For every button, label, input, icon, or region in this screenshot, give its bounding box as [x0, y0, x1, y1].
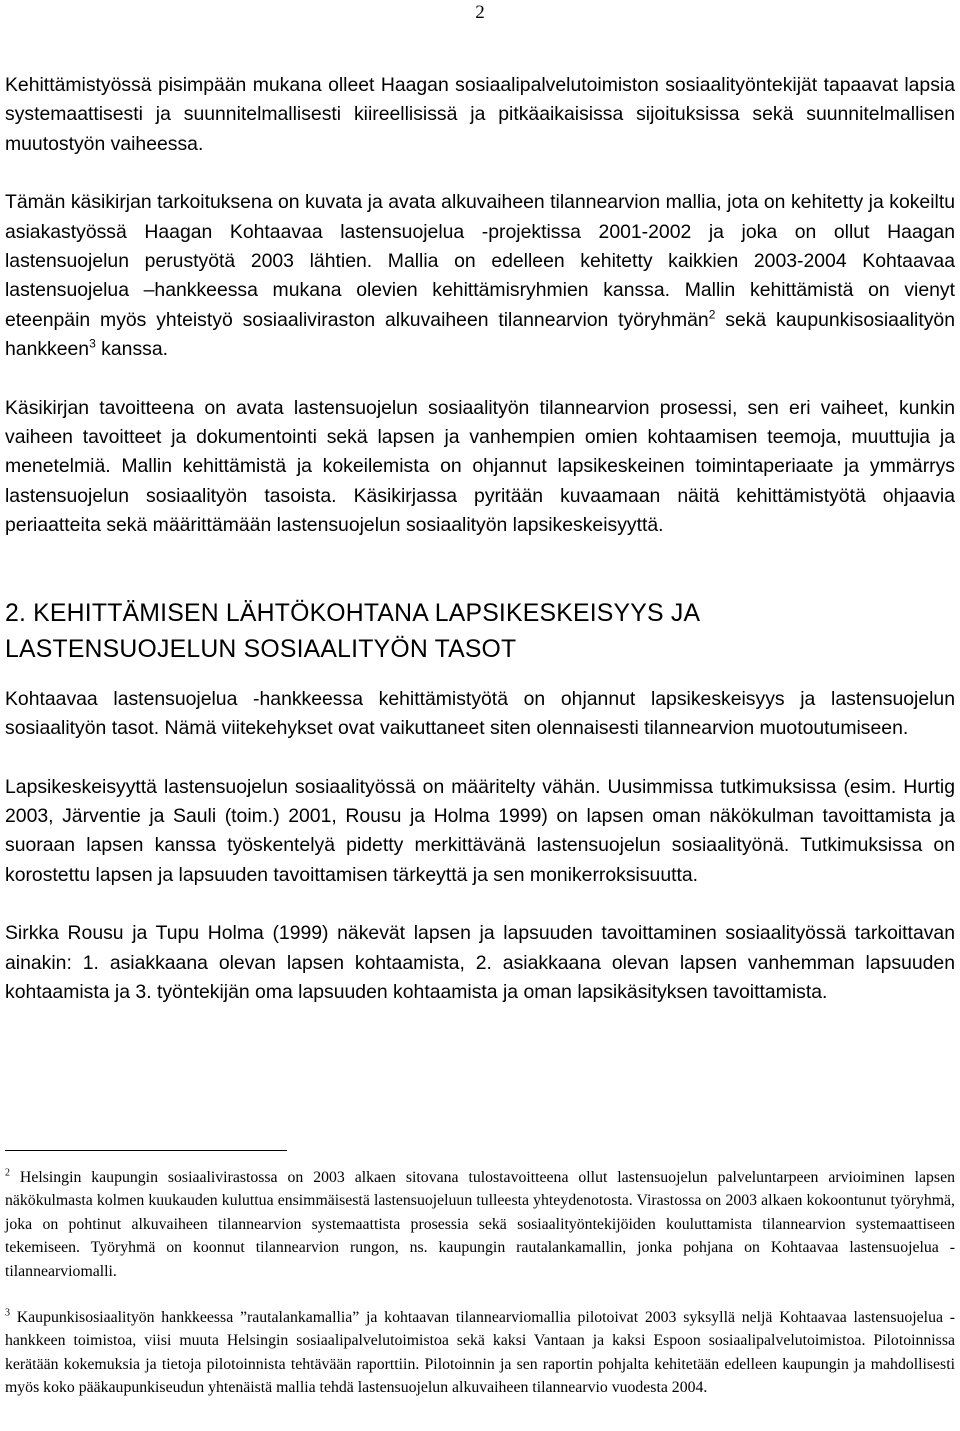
intro-paragraph: Kehittämistyössä pisimpään mukana olleet Haagan sosiaalipalvelutoimiston sosiaalityöntekijät tapaavat lapsia systemaattisesti ja suunnitelmallisesti kiireellisissä ja pitkäaikaisissa sijoituksissa sekä suunnitelmallisen muutostyön vaiheessa.: [5, 74, 955, 155]
footnote-2: [5, 1166, 955, 1283]
section-paragraph-1: Kohtaavaa lastensuojelua -hankkeessa kehittämistyötä on ohjannut lapsikeskeisyys ja lastensuojelun sosiaalityön tasot. Nämä viitekehykset ovat vaikuttaneet siten olennaisesti tilannearvion muotoutumiseen.: [5, 687, 955, 740]
section-heading-line2: LASTENSUOJELUN SOSIAALITYÖN TASOT: [5, 635, 517, 663]
footnote-marker-3: 3: [5, 1307, 10, 1319]
page-number: 2: [475, 2, 485, 23]
purpose-text-c: kanssa.: [95, 338, 169, 361]
footnote-3: [5, 1306, 955, 1400]
section-paragraph-3: Sirkka Rousu ja Tupu Holma (1999) näkevät lapsen ja lapsuuden tavoittaminen sosiaalityössä tarkoittavan ainakin: 1. asiakkaana olevan lapsen kohtaamista, 2. asiakkaana olevan lapsen vanhemman lapsuuden kohtaamista ja 3. työntekijän oma lapsuuden kohtaamista ja oman lapsikäsityksen tavoittamista.: [5, 922, 955, 1003]
footnote-marker-2: 2: [5, 1167, 10, 1179]
purpose-text-a: Tämän käsikirjan tarkoituksena on kuvata ja avata alkuvaiheen tilannearvion mallia, jota on kehitetty ja kokeiltu asiakastyössä Haagan Kohtaavaa lastensuojelua -projektissa 2001-2002 ja joka on ollut Haagan lastensuojelun perustyötä 2003 lähtien. Mallia on edelleen kehitetty kaikkien 2003-2004 Kohtaavaa lastensuojelua –hankkeessa mukana olevien kehittämisryhmien kanssa. Mallin kehittämistä on vienyt eteenpäin myös yhteistyö sosiaaliviraston alkuvaiheen tilannearvion työryhmän: [5, 191, 955, 331]
section-paragraph-2: Lapsikeskeisyyttä lastensuojelun sosiaalityössä on määritelty vähän. Uusimmissa tutkimuksissa (esim. Hurtig 2003, Järventie ja Sauli (toim.) 2001, Rousu ja Holma 1999) on lapsen oman näkökulman tavoittamista ja suoraan lapsen kanssa työskentelyä pidetty merkittävänä lastensuojelun sosiaalityönä. Tutkimuksissa on korostettu lapsen ja lapsuuden tavoittamisen tärkeyttä ja sen monikerroksisuutta.: [5, 775, 955, 886]
footnote-ref-3[interactable]: 3: [89, 336, 96, 351]
footnote-text-2: Helsingin kaupungin sosiaalivirastossa on 2003 alkaen sitovana tulostavoitteena ollut lastensuojelun palveluntarpeen arvioiminen lapsen näkökulmasta kolmen kuukauden kuluttua ensimmäisestä lastensuojeluun tulleesta yhteydenotosta. Virastossa on 2003 alkaen kokoontunut työryhmä, joka on pohtinut alkuvaiheen tilannearvion systemaattista prosessia sekä sosiaalityöntekijöiden kouluttamista tilannearvion systemaattiseen tekemiseen. Työryhmä on koonnut tilannearvion rungon, ns. kaupungin rautalankamallin, jonka pohjana on Kohtaavaa lastensuojelua -tilannearviomalli.: [5, 1169, 955, 1280]
main-content: [5, 71, 955, 1007]
purpose-text-b: sekä kaupunkisosiaalityön hankkeen: [5, 308, 955, 361]
footnote-text-3: Kaupunkisosiaalityön hankkeessa ”rautalankamallia” ja kohtaavan tilannearviomallia pilotoivat 2003 syksyllä neljä Kohtaavaa lastensuojelua -hankkeen toimistoa, viisi muuta Helsingin sosiaalipalvelutoimistoa sekä kaksi Vantaan ja kaksi Espoon sosiaalipalvelutoimistoa. Pilotoinnissa kerätään kokemuksia ja tietoja pilotoinnista tehtävään raporttiin. Pilotoinnin ja sen raportin pohjalta kehitetään edelleen kaupungin ja mahdollisesti myös koko pääkaupunkiseudun yhtenäistä mallia tehdä lastensuojelun alkuvaiheen tilannearvio vuodesta 2004.: [5, 1309, 955, 1397]
section-heading: [5, 596, 955, 668]
purpose-paragraph: [5, 188, 955, 364]
goal-paragraph: Käsikirjan tavoitteena on avata lastensuojelun sosiaalityön tilannearvion prosessi, sen eri vaiheet, kunkin vaiheen tavoitteet ja dokumentointi sekä lapsen ja vanhempien omien kohtaamisen teemoja, muuttujia ja menetelmiä. Mallin kehittämistä ja kokeilemista on ohjannut lapsikeskeinen toimintaperiaate ja ymmärrys lastensuojelun sosiaalityön tasoista. Käsikirjassa pyritään kuvaamaan näitä kehittämistyötä ohjaavia periaatteita sekä määrittämään lastensuojelun sosiaalityön lapsikeskeisyyttä.: [5, 396, 955, 537]
section-heading-line1: 2. KEHITTÄMISEN LÄHTÖKOHTANA LAPSIKESKEISYYS JA: [5, 599, 701, 627]
footnote-divider: [5, 1150, 287, 1151]
footnote-ref-2[interactable]: 2: [708, 307, 716, 322]
